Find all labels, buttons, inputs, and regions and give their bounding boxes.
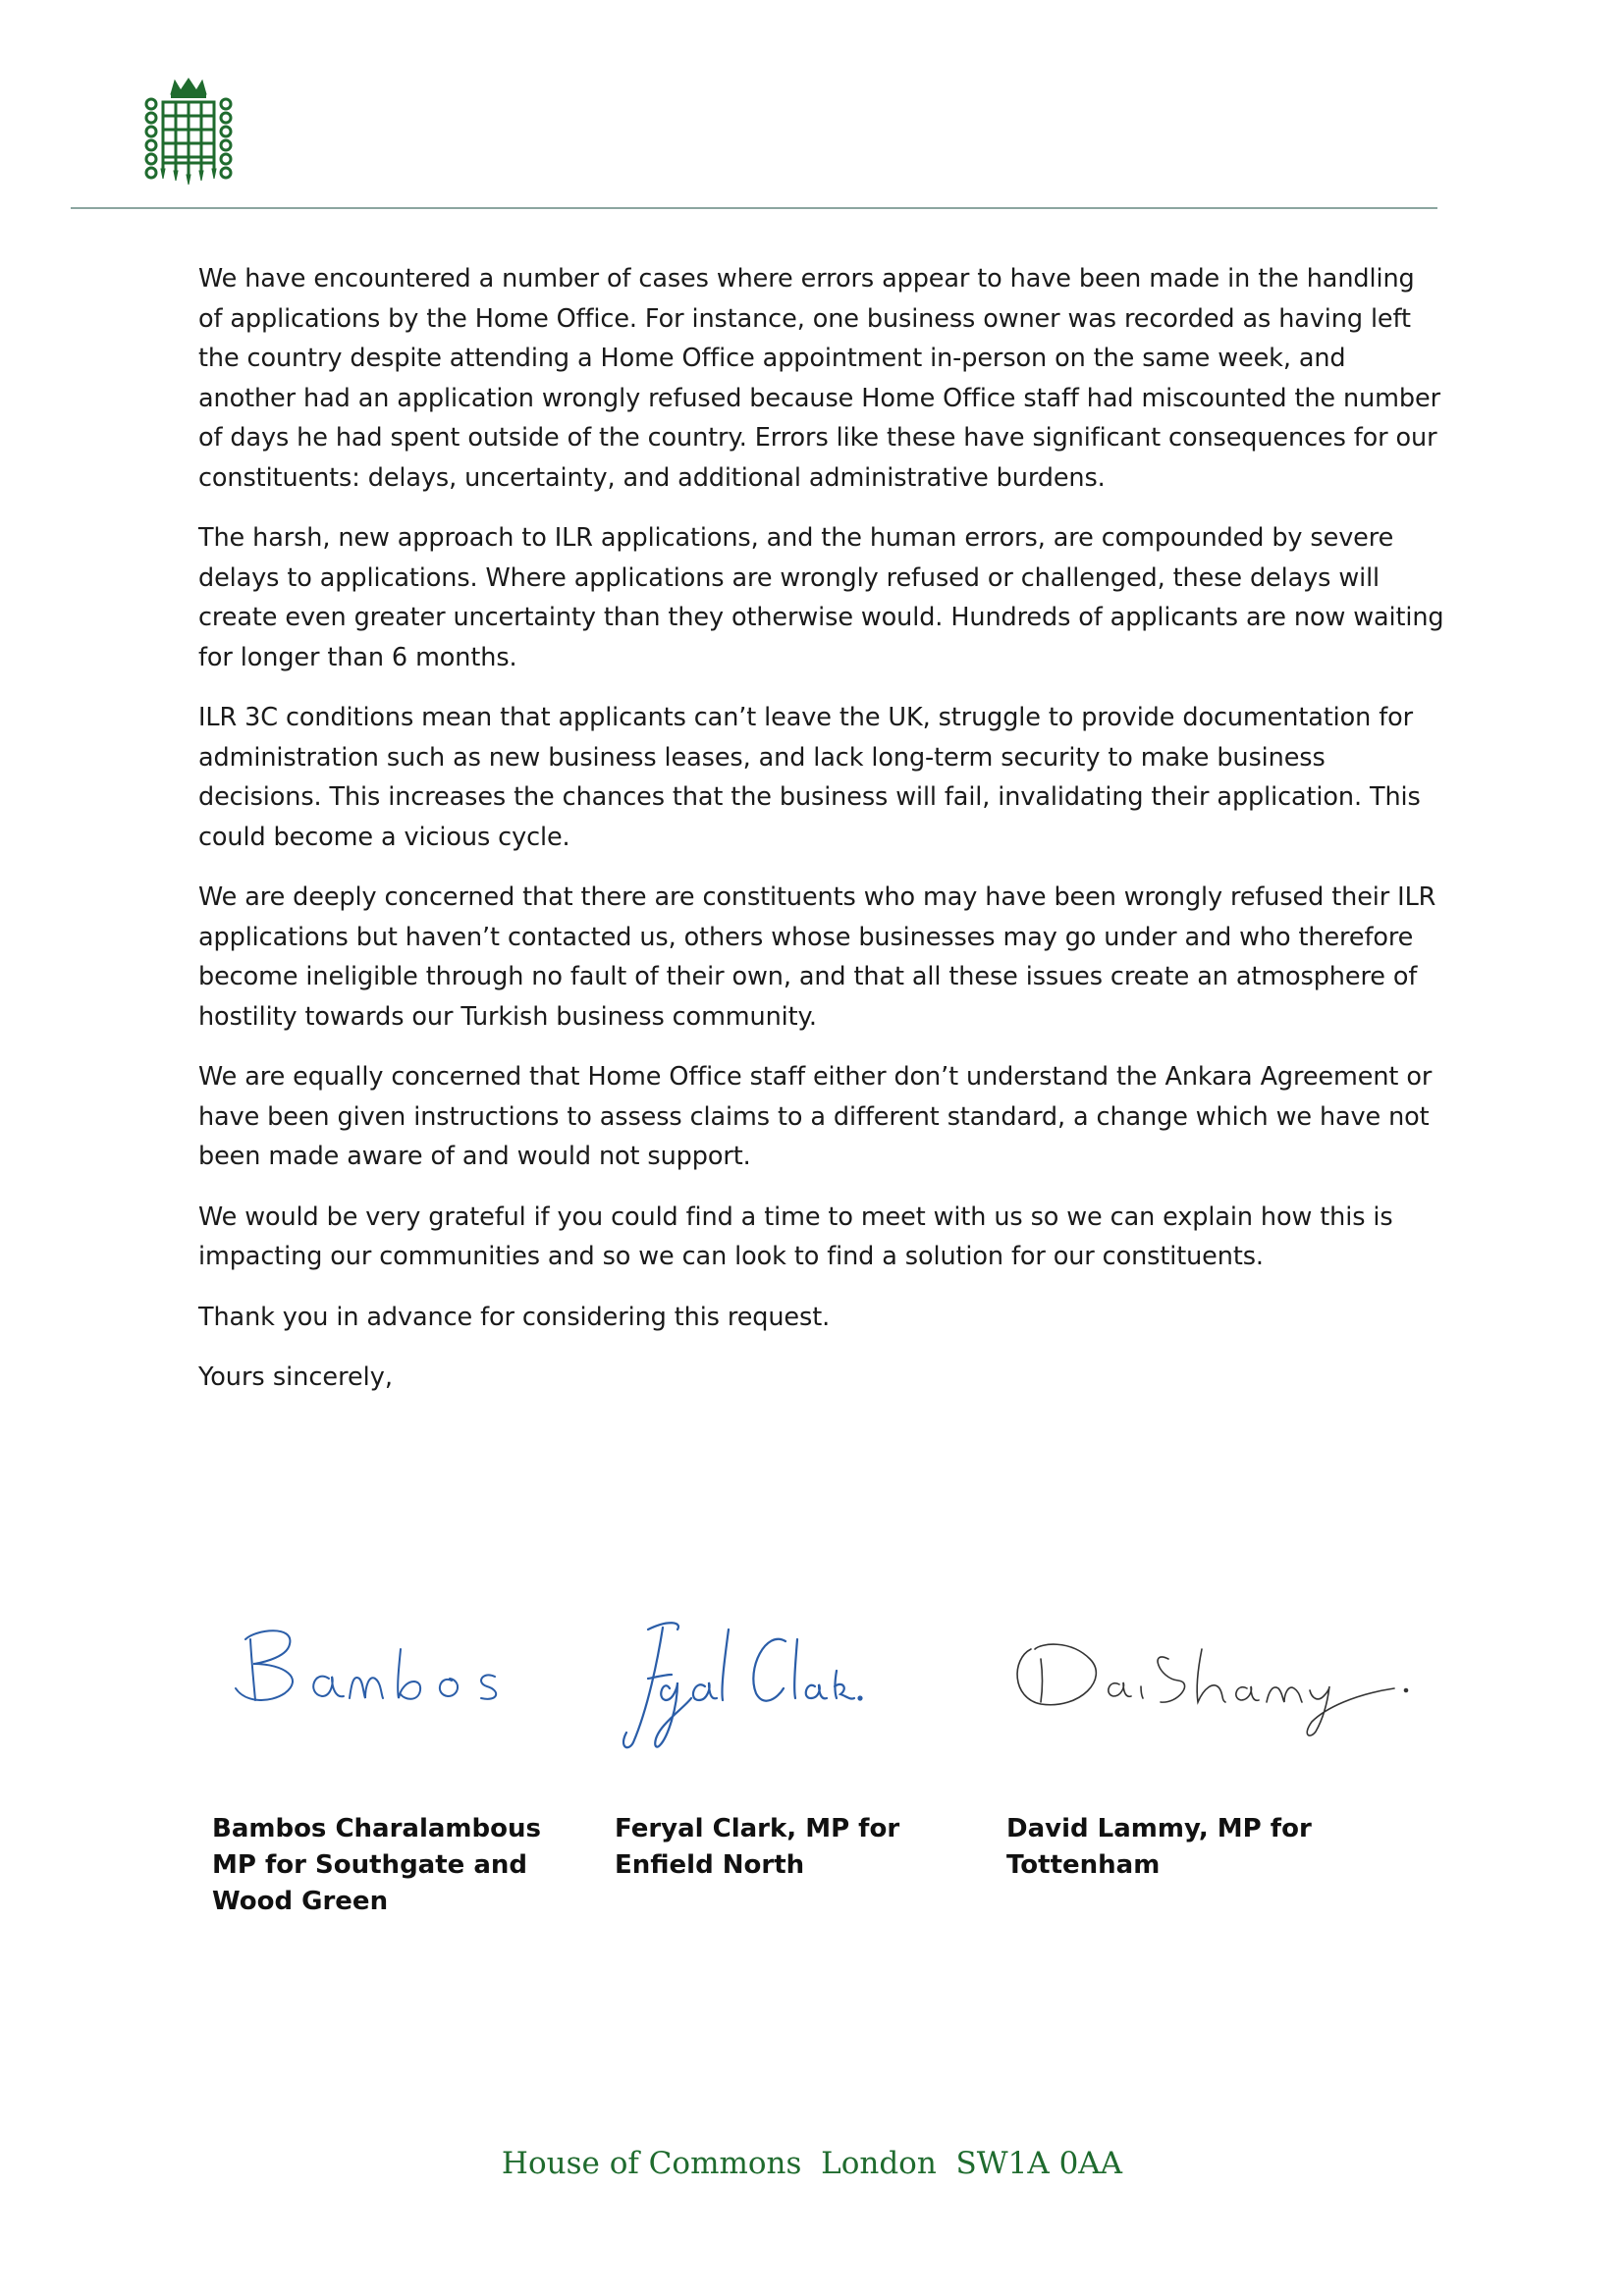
signer-block	[1006, 1811, 1312, 1884]
signer-name: Bambos Charalambous	[212, 1814, 541, 1843]
paragraph: Thank you in advance for considering this request.	[198, 1302, 831, 1332]
header-divider	[71, 207, 1437, 209]
signer-block	[212, 1811, 541, 1920]
paragraph: We are deeply concerned that there are constituents who may have been wrongly refused their ILR applications but haven’t contacted us, others whose businesses may go under and who therefore become ineligible through no fault of their own, and that all these issues create an atmosphere of hostility towards our Turkish business community.	[198, 882, 1436, 1032]
paragraph: The harsh, new approach to ILR applications, and the human errors, are compounded by severe delays to applications. Where applications are wrongly refused or challenged, these delays will create even greater uncertainty than they otherwise would. Hundreds of applicants are now waiting for longer than 6 months.	[198, 523, 1444, 672]
closing-line: Yours sincerely,	[198, 1362, 393, 1392]
letter-body	[198, 259, 1445, 1418]
signer-constituency: MP for Southgate and	[212, 1850, 528, 1880]
signer-name: Feryal Clark, MP for	[615, 1814, 900, 1843]
signature-feryal-clark	[609, 1610, 864, 1757]
signature-bambos	[216, 1610, 530, 1728]
footer-address: House of Commons London SW1A 0AA	[501, 2146, 1123, 2181]
paragraph: We have encountered a number of cases where errors appear to have been made in the handling of applications by the Home Office. For instance, one business owner was recorded as having left the country despite attending a Home Office appointment in-person on the same week, and another had an application wrongly refused because Home Office staff had miscounted the number of days he had spent outside of the country. Errors like these have significant consequences for our constituents: delays, uncertainty, and additional administrative burdens.	[198, 264, 1440, 493]
portcullis-icon	[141, 77, 236, 187]
paragraph: ILR 3C conditions mean that applicants can’t leave the UK, struggle to provide documentation for administration such as new business leases, and lack long-term security to make business decisions. This increases the chances that the business will fail, invalidating their application. This could become a vicious cycle.	[198, 703, 1421, 852]
signer-constituency: Wood Green	[212, 1887, 389, 1916]
paragraph: We are equally concerned that Home Office staff either don’t understand the Ankara Agreement or have been given instructions to assess claims to a different standard, a change which we have not been made aware of and would not support.	[198, 1062, 1433, 1171]
signer-constituency: Enfield North	[615, 1850, 805, 1880]
paragraph: We would be very grateful if you could find a time to meet with us so we can explain how this is impacting our communities and so we can look to find a solution for our constituents.	[198, 1201, 1393, 1271]
signer-constituency: Tottenham	[1006, 1850, 1161, 1880]
signer-name: David Lammy, MP for	[1006, 1814, 1312, 1843]
signer-block	[615, 1811, 899, 1884]
signature-david-lammy	[1001, 1620, 1414, 1747]
